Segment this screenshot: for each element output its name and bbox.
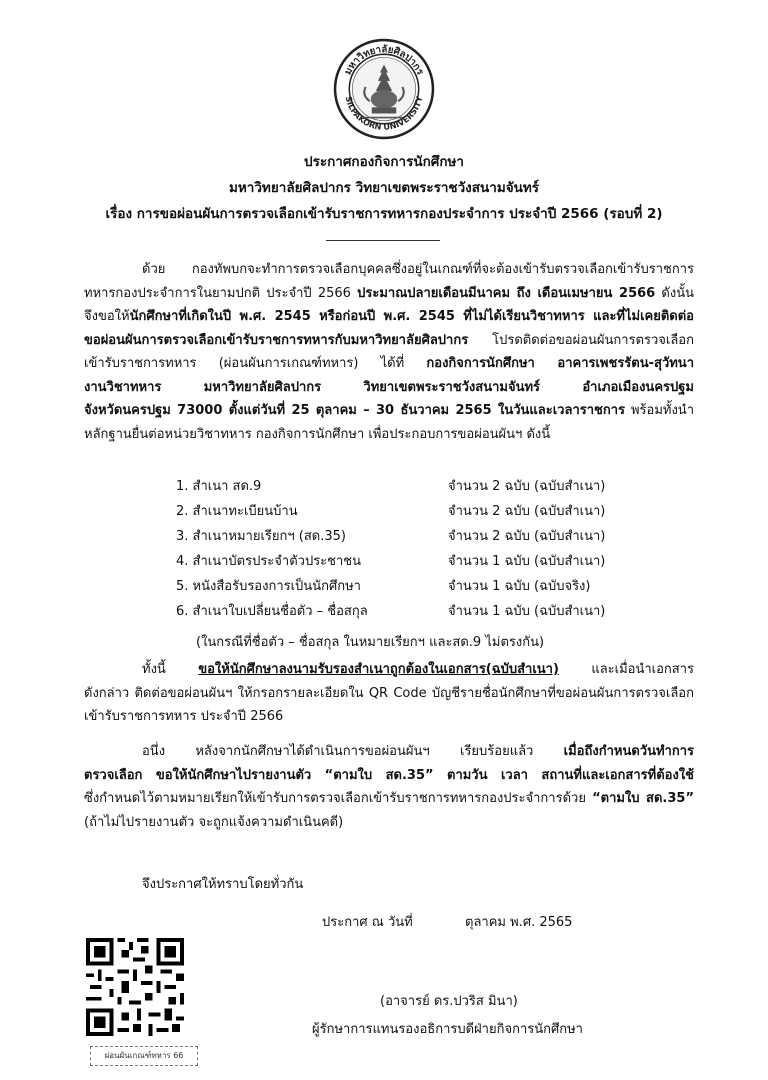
p3-l3-bold: “ตามใบ สด.35”: [592, 791, 695, 806]
header-title: เรื่อง การขอผ่อนผันการตรวจเลือกเข้ารับราชการทหารกองประจำการ ประจำปี 2566 (รอบที่ 2): [105, 206, 663, 222]
paragraph-2: [84, 658, 694, 729]
document-name: 4. สำเนาบัตรประจำตัวประชาชน: [176, 554, 362, 569]
paragraph-1: [84, 258, 694, 446]
list-item: [176, 474, 676, 499]
p2-line-2: ดังกล่าว ติดต่อขอผ่อนผันฯ ให้กรอกรายละเอียดใน QR Code บัญชีรายชื่อนักศึกษาที่ขอผ่อนผันการตรวจเลือก: [84, 685, 694, 701]
p1-l5-text: เข้ารับราชการทหาร (ผ่อนผันการเกณฑ์ทหาร) ได้ที่: [84, 356, 427, 371]
svg-text:SILPAKORN UNIVERSITY: SILPAKORN UNIVERSITY: [343, 95, 425, 132]
p1-line-2: [84, 282, 694, 306]
document-name: 3. สำเนาหมายเรียกฯ (สด.35): [176, 529, 346, 544]
document-quantity: จำนวน 1 ฉบับ (ฉบับสำเนา): [448, 554, 606, 569]
announcement-date: [322, 911, 572, 932]
list-item: [176, 524, 676, 549]
document-name: 1. สำเนา สด.9: [176, 479, 262, 494]
required-documents-list: [176, 474, 676, 624]
p1-l7-bold: จังหวัดนครปฐม 73000 ตั้งแต่วันที่ 25 ตุลาคม – 30 ธันวาคม 2565 ในวันและเวลาราชการ: [84, 403, 626, 418]
p3-l3-text: ซึ่งกำหนดไว้ตามหมายเรียกให้เข้ารับการตรวจเลือกเข้ารับราชการทหารกองประจำการด้วย: [84, 791, 593, 806]
p2-line-1: [84, 658, 694, 682]
p1-line-1: ด้วย กองทัพบกจะทำการตรวจเลือกบุคคลซึ่งอยู่ในเกณฑ์ที่จะต้องเข้ารับตรวจเลือกเข้ารับราชการ: [142, 262, 694, 277]
p3-line-4: (ถ้าไม่ไปรายงานตัว จะถูกแจ้งความดำเนินคดี): [84, 814, 344, 830]
qr-code-caption: ผ่อนผันเกณฑ์ทหาร 66: [90, 1046, 198, 1066]
p1-l5-bold: กองกิจการนักศึกษา อาคารเพชรรัตน-สุวัทนา: [426, 356, 694, 371]
document-name: 2. สำเนาทะเบียนบ้าน: [176, 504, 298, 519]
signer-name: (อาจารย์ ดร.ปวริส มินา): [380, 994, 518, 1009]
p1-l3-text: จึงขอให้: [84, 309, 130, 324]
p1-l7-text: พร้อมทั้งนำ: [625, 403, 694, 418]
p1-l2-text: ทหารกองประจำการในยามปกติ ประจำปี 2566: [84, 285, 358, 301]
svg-text:มหาวิทยาลัยศิลปากร: มหาวิทยาลัยศิลปากร: [342, 44, 426, 77]
document-name: 5. หนังสือรับรองการเป็นนักศึกษา: [176, 579, 361, 594]
p2-line-3: เข้ารับราชการทหาร ประจำปี 2566: [84, 709, 284, 724]
p3-l2-bold: ตรวจเลือก ขอให้นักศึกษาไปรายงานตัว “ตามใบ สด.35” ตามวัน เวลา สถานที่และเอกสารที่ต้องใช้: [84, 767, 694, 783]
list-item: [176, 574, 676, 599]
p1-line-4: [84, 329, 694, 353]
p1-l3-bold: นักศึกษาที่เกิดในปี พ.ศ. 2545 หรือก่อนปี พ.ศ. 2545 ที่ไม่ได้เรียนวิชาทหาร และที่ไม่เคยติดต่อ: [129, 309, 694, 324]
header-divider: [326, 240, 440, 241]
p1-line-5: [84, 352, 694, 376]
p3-line-1: [84, 740, 694, 764]
date-part-2: ตุลาคม พ.ศ. 2565: [465, 915, 573, 930]
documents-note: (ในกรณีที่ชื่อตัว – ชื่อสกุล ในหมายเรียกฯ และสด.9 ไม่ตรงกัน): [196, 635, 545, 650]
p1-l2-end: ดังนั้น: [655, 285, 694, 301]
p3-line-2: [84, 764, 694, 788]
document-quantity: จำนวน 2 ฉบับ (ฉบับสำเนา): [448, 529, 606, 544]
p2-l1-text: ทั้งนี้: [142, 662, 199, 677]
p1-line-7: [84, 399, 694, 423]
header-line-2: มหาวิทยาลัยศิลปากร วิทยาเขตพระราชวังสนามจันทร์: [228, 180, 540, 196]
university-seal-logo: [333, 38, 435, 140]
list-item: [176, 599, 676, 624]
document-quantity: จำนวน 1 ฉบับ (ฉบับสำเนา): [448, 604, 606, 619]
date-part-1: ประกาศ ณ วันที่: [322, 915, 413, 930]
p3-l1-bold: เมื่อถึงกำหนดวันทำการ: [563, 744, 694, 759]
paragraph-3: [84, 740, 694, 834]
list-item: [176, 499, 676, 524]
header-line-1: ประกาศกองกิจการนักศึกษา: [304, 154, 464, 170]
p1-l4-bold: ขอผ่อนผันการตรวจเลือกเข้ารับราชการทหารกับมหาวิทยาลัยศิลปากร: [84, 332, 469, 348]
document-quantity: จำนวน 2 ฉบับ (ฉบับสำเนา): [448, 479, 606, 494]
p1-line-3: [84, 305, 694, 329]
p1-line-6: [84, 376, 694, 400]
p1-l6-bold: งานวิชาทหาร มหาวิทยาลัยศิลปากร วิทยาเขตพระราชวังสนามจันทร์ อำเภอเมืองนครปฐม: [84, 379, 694, 395]
qr-code-icon[interactable]: [86, 938, 184, 1036]
list-item: [176, 549, 676, 574]
document-quantity: จำนวน 1 ฉบับ (ฉบับจริง): [448, 579, 591, 594]
p3-l1-text: อนึ่ง หลังจากนักศึกษาได้ดำเนินการขอผ่อนผันฯ เรียบร้อยแล้ว: [142, 744, 564, 759]
document-name: 6. สำเนาใบเปลี่ยนชื่อตัว – ชื่อสกุล: [176, 604, 368, 619]
p1-line-8: หลักฐานยื่นต่อหน่วยวิชาทหาร กองกิจการนักศึกษา เพื่อประกอบการขอผ่อนผันฯ ดังนี้: [84, 426, 551, 442]
p1-l4-text: โปรดติดต่อขอผ่อนผันการตรวจเลือก: [468, 332, 694, 348]
closing-statement: จึงประกาศให้ทราบโดยทั่วกัน: [142, 877, 304, 892]
p3-line-3: [84, 787, 694, 811]
p2-l1-end: และเมื่อนำเอกสาร: [558, 662, 694, 677]
p1-l2-bold: ประมาณปลายเดือนมีนาคม ถึง เดือนเมษายน 2566: [357, 285, 656, 301]
signer-title: ผู้รักษาการแทนรองอธิการบดีฝ่ายกิจการนักศึกษา: [312, 1022, 583, 1037]
p2-l1-bold-underline: ขอให้นักศึกษาลงนามรับรองสำเนาถูกต้องในเอกสาร(ฉบับสำเนา): [198, 662, 559, 677]
document-quantity: จำนวน 2 ฉบับ (ฉบับสำเนา): [448, 504, 606, 519]
